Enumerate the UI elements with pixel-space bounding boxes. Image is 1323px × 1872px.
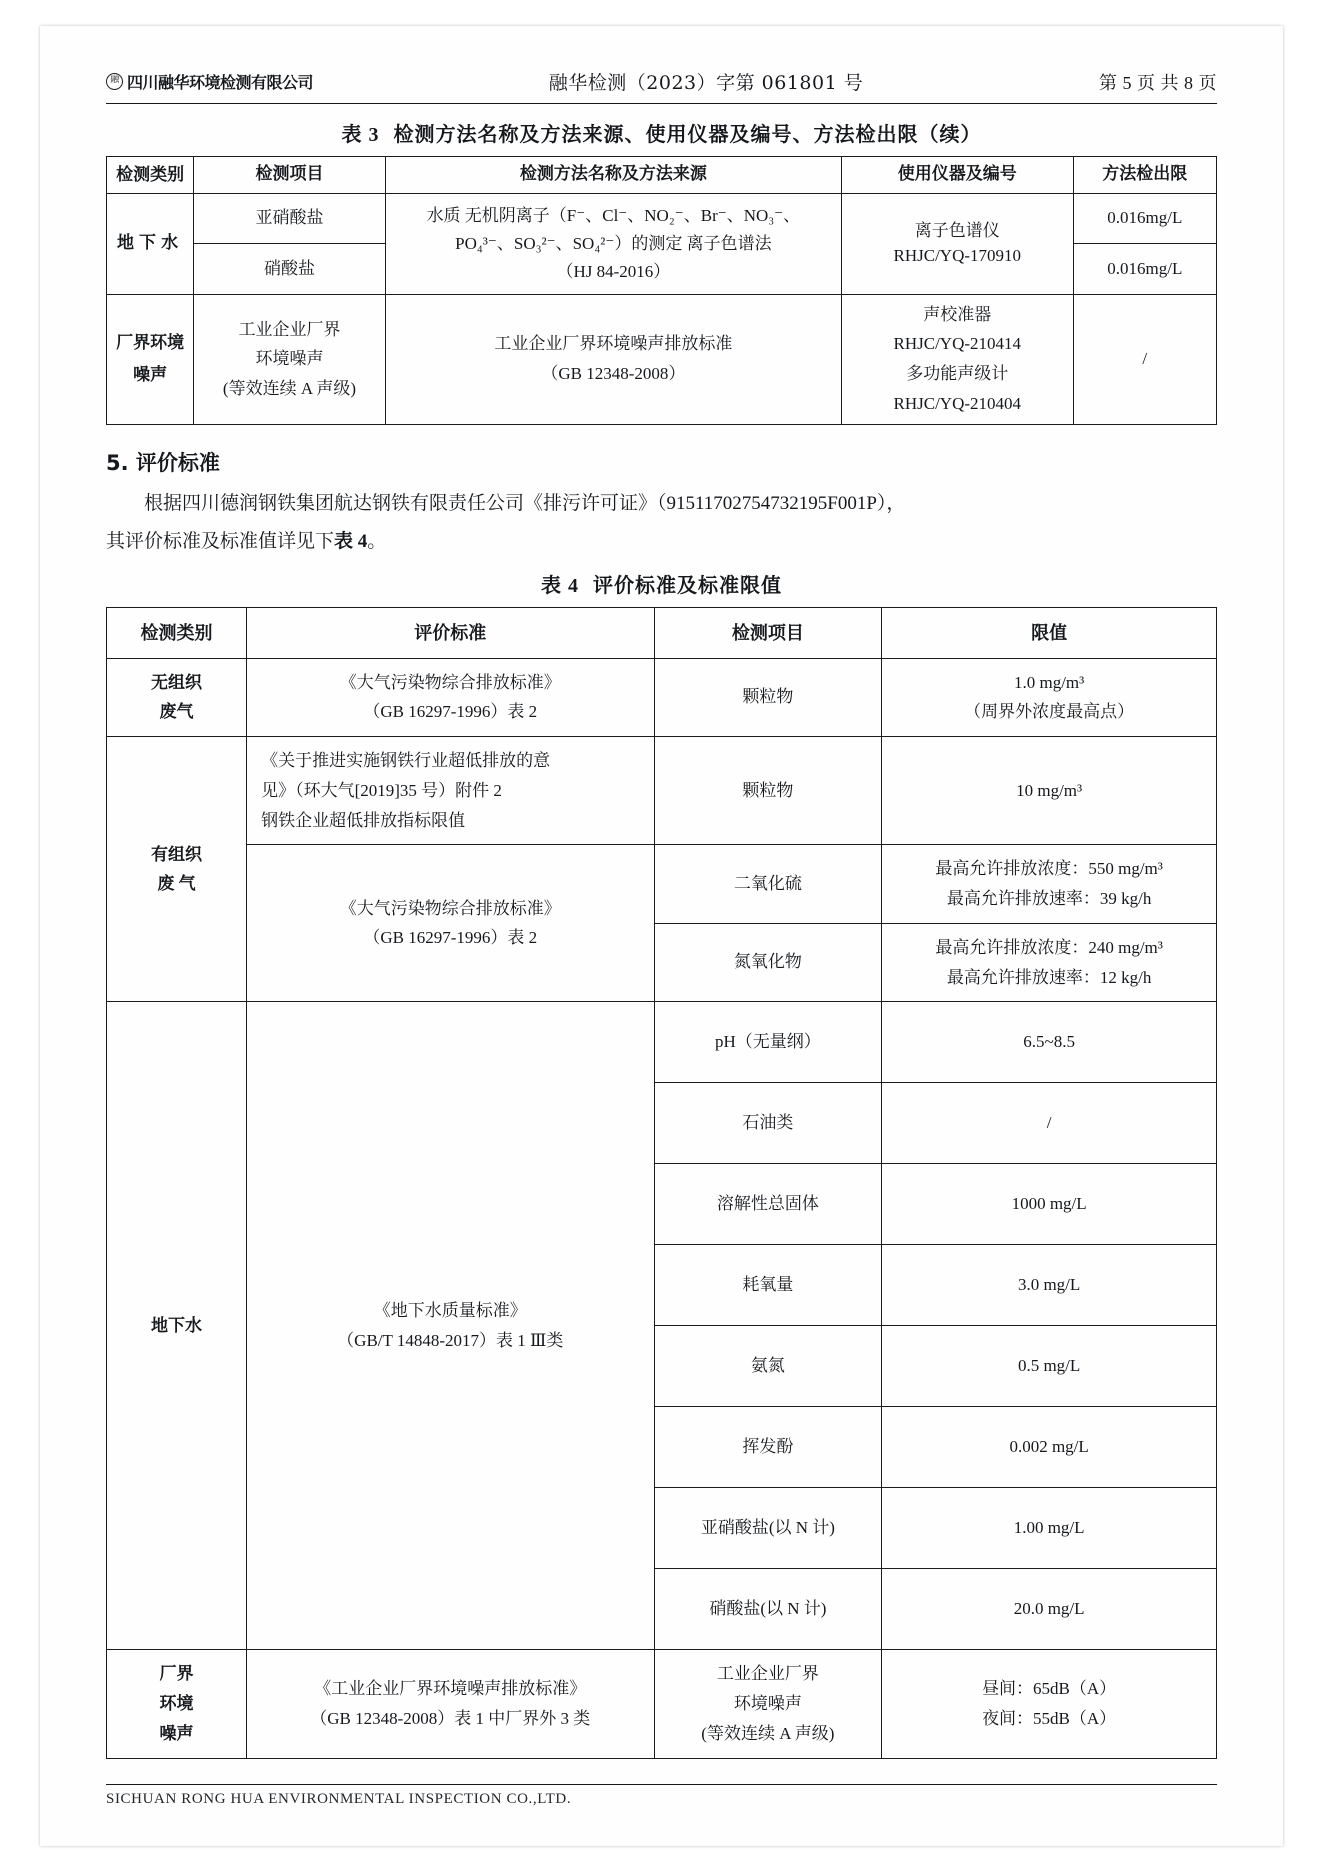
company-name: 四川融华环境检测有限公司 — [127, 73, 314, 92]
table-row — [107, 1002, 1217, 1083]
table3-cell-limit-noise: / — [1073, 294, 1216, 424]
table3-cell-instrument-noise — [841, 294, 1073, 424]
table3-cell-item-noise — [194, 294, 386, 424]
standards-table — [106, 607, 1217, 1759]
table4-cell-standard-fugitive — [247, 658, 654, 737]
page-number: 第 5 页 共 8 页 — [1098, 72, 1217, 93]
section5-paragraph — [106, 485, 1217, 561]
category-line-1: 厂界 — [159, 1664, 194, 1684]
standard-line-1: 《地下水质量标准》 — [373, 1301, 527, 1321]
category-line-1: 无组织 — [151, 672, 203, 692]
table4-cell-category-stack — [107, 737, 247, 1002]
category-line-2: 环境 — [159, 1694, 194, 1714]
table4-cell-category-fugitive — [107, 658, 247, 737]
table4-cell-limit-nitrite: 1.00 mg/L — [882, 1488, 1217, 1569]
table-row — [107, 607, 1217, 658]
paragraph-ref-table4: 表 4 — [334, 530, 368, 552]
table3-col-method: 检测方法名称及方法来源 — [385, 157, 841, 194]
table4-title-num: 表 4 — [541, 574, 579, 597]
table4-col-standard: 评价标准 — [247, 607, 654, 658]
instrument-line-4: RHJC/YQ-210404 — [893, 393, 1022, 413]
instrument-line-3: 多功能声级计 — [906, 364, 1009, 384]
paragraph-line-2-pre: 其评价标准及标准值详见下 — [106, 530, 335, 552]
paragraph-line-1: 根据四川德润钢铁集团航达钢铁有限责任公司《排污许可证》（91511702754732195F001P）， — [144, 492, 906, 514]
table4-cell-limit-tds: 1000 mg/L — [882, 1164, 1217, 1245]
page-footer — [106, 1784, 1217, 1808]
table3-cell-method-ion — [385, 193, 841, 294]
table3-cell-item-nitrite: 亚硝酸盐 — [194, 193, 386, 244]
table4-cell-item-nitrite: 亚硝酸盐(以 N 计) — [654, 1488, 882, 1569]
standard-line-2: （GB/T 14848-2017）表 1 Ⅲ类 — [337, 1330, 564, 1350]
limit-line-2: 最高允许排放速率：12 kg/h — [946, 967, 1152, 987]
report-number: 融华检测（2023）字第 061801 号 — [548, 72, 864, 94]
table4-cell-limit-pm-fugitive — [882, 658, 1217, 737]
limit-line-1: 最高允许排放浓度：550 mg/m³ — [935, 859, 1163, 879]
table3-cell-item-nitrate: 硝酸盐 — [194, 244, 386, 295]
method-line-2: PO₄³⁻、SO₃²⁻、SO₄²⁻）的测定 离子色谱法 — [455, 233, 772, 253]
category-line-1: 有组织 — [151, 844, 203, 864]
table4-cell-item-pm-stack: 颗粒物 — [654, 737, 882, 845]
limit-line-2: 最高允许排放速率：39 kg/h — [946, 889, 1152, 909]
table4-cell-standard-groundwater — [247, 1002, 654, 1650]
table-row — [107, 658, 1217, 737]
limit-line-1: 1.0 mg/m³ — [1013, 672, 1085, 692]
table4-cell-item-cod-mn: 耗氧量 — [654, 1245, 882, 1326]
standard-line-2: （GB 16297-1996）表 2 — [363, 928, 538, 948]
table4-cell-limit-nox — [882, 923, 1217, 1002]
limit-line-1: 最高允许排放浓度：240 mg/m³ — [935, 937, 1163, 957]
table3-title — [106, 118, 1217, 147]
item-line-1: 工业企业厂界 — [238, 319, 341, 339]
footer-divider — [106, 1784, 1217, 1785]
standard-line-1: 《关于推进实施钢铁行业超低排放的意 — [261, 751, 551, 771]
item-line-3: (等效连续 A 声级) — [222, 379, 357, 399]
standard-line-1: 《工业企业厂界环境噪声排放标准》 — [314, 1679, 587, 1699]
table4-cell-category-noise — [107, 1650, 247, 1758]
header-divider — [106, 103, 1217, 104]
item-line-1: 工业企业厂界 — [716, 1664, 819, 1684]
table4-cell-item-tds: 溶解性总固体 — [654, 1164, 882, 1245]
table3-col-instrument: 使用仪器及编号 — [841, 157, 1073, 194]
item-line-3: (等效连续 A 声级) — [701, 1723, 835, 1743]
standard-line-2: （GB 12348-2008）表 1 中厂界外 3 类 — [310, 1709, 591, 1729]
method-line-1: 水质 无机阴离子（F⁻、Cl⁻、NO₂⁻、Br⁻、NO₃⁻、 — [426, 205, 801, 225]
limit-line-2: （周界外浓度最高点） — [964, 702, 1135, 722]
table4-col-item: 检测项目 — [654, 607, 882, 658]
instrument-line-1: 离子色谱仪 — [914, 220, 1000, 240]
table4-cell-limit-ph: 6.5~8.5 — [882, 1002, 1217, 1083]
table4-cell-item-pm-fugitive: 颗粒物 — [654, 658, 882, 737]
table3-cell-limit-nitrite: 0.016mg/L — [1073, 193, 1216, 244]
table4-cell-item-nitrate: 硝酸盐(以 N 计) — [654, 1569, 882, 1650]
standard-line-2: 见》（环大气[2019]35 号）附件 2 — [261, 780, 502, 800]
table4-cell-limit-oil: / — [882, 1083, 1217, 1164]
table4-cell-item-phenol: 挥发酚 — [654, 1407, 882, 1488]
table4-cell-limit-so2 — [882, 845, 1217, 924]
standard-line-3: 钢铁企业超低排放指标限值 — [261, 810, 466, 830]
table4-cell-item-so2: 二氧化硫 — [654, 845, 882, 924]
method-line-1: 工业企业厂界环境噪声排放标准 — [494, 334, 733, 354]
limit-line-2: 夜间：55dB（A） — [982, 1709, 1117, 1729]
paper-sheet — [40, 26, 1283, 1846]
circle-logo-icon: 融 — [106, 73, 123, 90]
table-row — [107, 737, 1217, 845]
table3-col-category: 检测类别 — [107, 157, 194, 194]
table-row — [107, 157, 1217, 194]
item-line-2: 环境噪声 — [255, 349, 324, 369]
method-line-2: （GB 12348-2008） — [541, 364, 686, 384]
table4-cell-limit-noise — [882, 1650, 1217, 1758]
table4-cell-item-noise — [654, 1650, 882, 1758]
table4-cell-standard-gb16297 — [247, 845, 654, 1002]
page-header — [106, 68, 1217, 101]
table4-cell-limit-phenol: 0.002 mg/L — [882, 1407, 1217, 1488]
limit-line-1: 昼间：65dB（A） — [982, 1679, 1117, 1699]
table4-cell-item-oil: 石油类 — [654, 1083, 882, 1164]
category-noise-text: 厂界环境噪声 — [116, 332, 185, 385]
table3-cell-method-noise — [385, 294, 841, 424]
item-line-2: 环境噪声 — [733, 1694, 802, 1714]
table4-cell-limit-ammonia: 0.5 mg/L — [882, 1326, 1217, 1407]
category-line-2: 废气 — [159, 702, 194, 722]
standard-line-1: 《大气污染物综合排放标准》 — [339, 672, 561, 692]
footer-company-en: SICHUAN RONG HUA ENVIRONMENTAL INSPECTION CO.,LTD. — [106, 1791, 572, 1807]
table3-cell-category-groundwater: 地下水 — [107, 193, 194, 294]
table4-cell-item-ammonia: 氨氮 — [654, 1326, 882, 1407]
table-row — [107, 294, 1217, 424]
table3-title-text: 检测方法名称及方法来源、使用仪器及编号、方法检出限（续） — [393, 124, 982, 146]
method-line-3: （HJ 84-2016） — [556, 261, 671, 281]
table-row — [107, 193, 1217, 244]
category-line-3: 噪声 — [159, 1723, 194, 1743]
table4-cell-standard-noise — [247, 1650, 654, 1758]
table4-cell-limit-pm-stack: 10 mg/m³ — [882, 737, 1217, 845]
instrument-line-2: RHJC/YQ-210414 — [893, 334, 1022, 354]
table3-cell-category-noise — [107, 294, 194, 424]
standard-line-2: （GB 16297-1996）表 2 — [363, 702, 538, 722]
table4-title — [106, 569, 1217, 598]
table4-title-text: 评价标准及标准限值 — [593, 574, 782, 597]
company-block — [106, 70, 313, 93]
table4-cell-item-ph: pH（无量纲） — [654, 1002, 882, 1083]
table4-cell-limit-nitrate: 20.0 mg/L — [882, 1569, 1217, 1650]
paragraph-line-2-post: 。 — [367, 530, 387, 552]
table4-cell-limit-cod-mn: 3.0 mg/L — [882, 1245, 1217, 1326]
table-row — [107, 845, 1217, 924]
table4-cell-standard-ultralow — [247, 737, 654, 845]
table4-col-limit: 限值 — [882, 607, 1217, 658]
table3-col-limit: 方法检出限 — [1073, 157, 1216, 194]
table3-cell-limit-nitrate: 0.016mg/L — [1073, 244, 1216, 295]
instrument-line-1: 声校准器 — [923, 304, 992, 324]
table3-cell-instrument-ion — [841, 193, 1073, 294]
instrument-line-2: RHJC/YQ-170910 — [893, 245, 1022, 265]
standard-line-1: 《大气污染物综合排放标准》 — [339, 898, 561, 918]
methods-table — [106, 156, 1217, 425]
table3-col-item: 检测项目 — [194, 157, 386, 194]
section-heading-5: 5. 评价标准 — [106, 450, 220, 475]
table4-col-category: 检测类别 — [107, 607, 247, 658]
table4-cell-category-groundwater: 地下水 — [107, 1002, 247, 1650]
table4-cell-item-nox: 氮氧化物 — [654, 923, 882, 1002]
page-content — [106, 68, 1217, 1759]
table3-title-num: 表 3 — [341, 124, 380, 146]
category-line-2: 废 气 — [157, 874, 196, 894]
table-row — [107, 1650, 1217, 1758]
